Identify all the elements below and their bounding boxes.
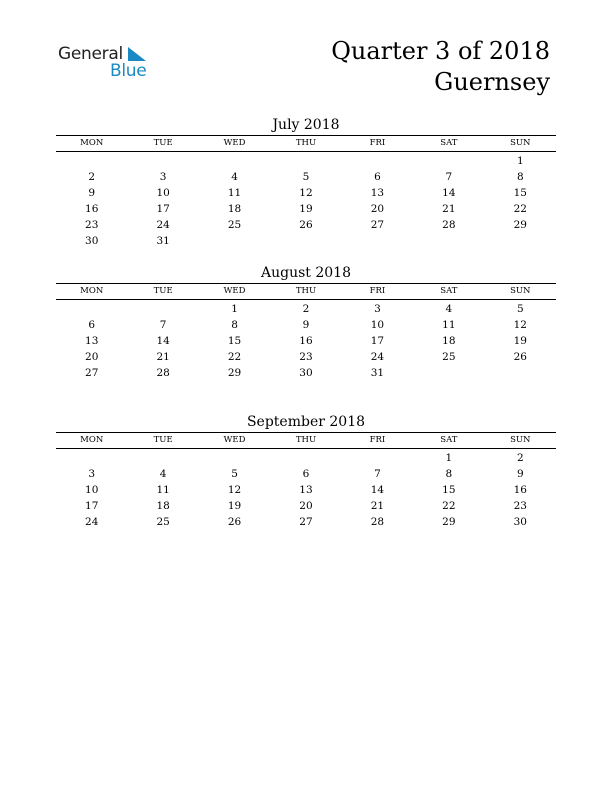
day-cell: 18 [156, 500, 170, 512]
day-cell: 11 [442, 319, 456, 331]
day-cell: 21 [442, 203, 456, 215]
day-cell: 4 [159, 468, 167, 480]
day-cell: 14 [370, 484, 385, 496]
month-august [56, 263, 556, 381]
day-cell: 7 [159, 319, 167, 331]
day-cell: 20 [85, 351, 99, 363]
day-cell: 24 [85, 516, 99, 528]
weeks [56, 300, 556, 381]
day-cell [485, 233, 556, 249]
day-cell: 12 [513, 319, 527, 331]
day-cell: 18 [227, 203, 242, 215]
logo-general-text: General [58, 44, 123, 64]
day-cell: 25 [442, 351, 456, 363]
day-cell: 27 [85, 367, 99, 379]
month-title: September 2018 [246, 414, 366, 430]
day-cell [270, 450, 341, 466]
month-september [56, 412, 556, 530]
day-cell: 31 [156, 235, 170, 247]
day-cell: 29 [227, 367, 242, 379]
day-cell [413, 153, 484, 169]
weekday-label: FRI [369, 138, 386, 148]
day-cell: 15 [442, 484, 456, 496]
day-cell: 5 [516, 303, 524, 315]
day-cell [270, 233, 341, 249]
weekday-label: TUE [153, 138, 173, 148]
day-cell: 11 [156, 484, 170, 496]
day-cell [199, 450, 270, 466]
week-row [56, 514, 556, 530]
day-cell: 15 [513, 187, 527, 199]
weekday-label: THU [295, 138, 317, 148]
week-row [56, 333, 556, 349]
day-cell: 6 [302, 468, 310, 480]
weekday-label: SUN [510, 286, 531, 296]
weekday-label: SUN [510, 435, 531, 445]
weekday-label: SAT [440, 138, 458, 148]
day-cell: 9 [88, 187, 96, 199]
day-cell [270, 153, 341, 169]
day-cell: 24 [156, 219, 170, 231]
day-cell [56, 153, 127, 169]
day-cell: 23 [85, 219, 99, 231]
month-title: August 2018 [261, 265, 351, 281]
week-row [56, 185, 556, 201]
day-cell: 13 [299, 484, 313, 496]
day-cell: 25 [156, 516, 170, 528]
day-cell: 30 [85, 235, 99, 247]
day-cell: 5 [231, 468, 238, 480]
week-row [56, 233, 556, 249]
day-cell: 2 [302, 303, 310, 315]
day-cell: 16 [299, 335, 313, 347]
day-cell [56, 301, 127, 317]
day-cell: 6 [88, 319, 96, 331]
day-cell: 30 [299, 367, 313, 379]
day-cell: 9 [516, 468, 524, 480]
day-cell: 15 [227, 335, 242, 347]
day-cell: 8 [445, 468, 453, 480]
weekday-label: FRI [369, 286, 386, 296]
day-cell: 29 [442, 516, 456, 528]
week-row [56, 466, 556, 482]
weekday-label: SUN [510, 138, 531, 148]
day-cell: 28 [156, 367, 170, 379]
day-cell: 1 [231, 303, 238, 315]
day-cell: 8 [516, 171, 524, 183]
day-cell: 16 [513, 484, 527, 496]
day-cell: 22 [513, 203, 527, 215]
day-cell [342, 450, 413, 466]
day-cell: 27 [299, 516, 313, 528]
day-cell: 26 [513, 351, 527, 363]
day-cell: 4 [445, 303, 453, 315]
week-row [56, 217, 556, 233]
week-row [56, 301, 556, 317]
day-cell: 21 [370, 500, 385, 512]
day-cell: 13 [370, 187, 385, 199]
day-cell [199, 153, 270, 169]
day-cell: 17 [156, 203, 170, 215]
quarter-title: Quarter 3 of 2018 [331, 37, 550, 65]
month-title: July 2018 [272, 117, 340, 133]
day-cell: 19 [227, 500, 242, 512]
day-cell: 7 [445, 171, 453, 183]
weekday-header [56, 135, 556, 152]
day-cell: 20 [370, 203, 385, 215]
weekday-header [56, 283, 556, 300]
weekday-label: MON [80, 138, 104, 148]
weekday-label: TUE [153, 286, 173, 296]
day-cell: 14 [442, 187, 456, 199]
day-cell [127, 153, 198, 169]
day-cell [342, 153, 413, 169]
day-cell: 25 [227, 219, 242, 231]
weekday-label: WED [223, 286, 246, 296]
day-cell: 22 [442, 500, 456, 512]
week-row [56, 349, 556, 365]
day-cell: 10 [85, 484, 99, 496]
country-title: Guernsey [434, 68, 550, 96]
day-cell: 1 [516, 155, 524, 167]
week-row [56, 482, 556, 498]
day-cell: 23 [299, 351, 313, 363]
week-row [56, 317, 556, 333]
day-cell: 2 [516, 452, 524, 464]
day-cell [485, 365, 556, 381]
weekday-label: WED [223, 138, 246, 148]
weekday-label: MON [80, 435, 104, 445]
day-cell: 28 [370, 516, 385, 528]
day-cell [127, 450, 198, 466]
day-cell: 21 [156, 351, 170, 363]
day-cell: 30 [513, 516, 527, 528]
day-cell: 3 [88, 468, 96, 480]
page-title [331, 36, 550, 98]
day-cell: 3 [374, 303, 381, 315]
week-row [56, 450, 556, 466]
weekday-label: WED [223, 435, 246, 445]
day-cell: 22 [227, 351, 242, 363]
logo-triangle-icon [126, 47, 146, 61]
day-cell: 9 [302, 319, 310, 331]
day-cell: 11 [227, 187, 242, 199]
day-cell: 18 [442, 335, 456, 347]
weekday-label: THU [295, 435, 317, 445]
day-cell: 7 [374, 468, 381, 480]
weekday-label: TUE [153, 435, 173, 445]
day-cell: 5 [302, 171, 310, 183]
day-cell: 13 [85, 335, 99, 347]
logo-blue-text: Blue [110, 61, 147, 81]
day-cell: 8 [231, 319, 238, 331]
day-cell: 26 [227, 516, 242, 528]
day-cell: 26 [299, 219, 313, 231]
day-cell [342, 233, 413, 249]
week-row [56, 498, 556, 514]
day-cell: 16 [85, 203, 99, 215]
day-cell: 14 [156, 335, 170, 347]
weekday-label: THU [295, 286, 317, 296]
week-row [56, 153, 556, 169]
month-july [56, 115, 556, 249]
day-cell: 28 [442, 219, 456, 231]
week-row [56, 365, 556, 381]
weeks [56, 449, 556, 530]
week-row [56, 201, 556, 217]
weekday-label: FRI [369, 435, 386, 445]
day-cell: 1 [445, 452, 453, 464]
day-cell: 10 [370, 319, 385, 331]
day-cell: 17 [370, 335, 385, 347]
day-cell: 17 [85, 500, 99, 512]
day-cell [127, 301, 198, 317]
day-cell [199, 233, 270, 249]
day-cell: 6 [374, 171, 381, 183]
day-cell: 12 [227, 484, 242, 496]
day-cell: 3 [159, 171, 167, 183]
day-cell: 20 [299, 500, 313, 512]
day-cell [413, 233, 484, 249]
day-cell: 19 [299, 203, 313, 215]
logo [58, 44, 158, 84]
day-cell: 27 [370, 219, 385, 231]
day-cell: 31 [370, 367, 385, 379]
day-cell: 29 [513, 219, 527, 231]
week-row [56, 169, 556, 185]
weekday-label: MON [80, 286, 104, 296]
day-cell: 2 [88, 171, 96, 183]
day-cell: 23 [513, 500, 527, 512]
day-cell: 24 [370, 351, 385, 363]
day-cell: 4 [231, 171, 238, 183]
weeks [56, 152, 556, 249]
day-cell: 19 [513, 335, 527, 347]
day-cell: 10 [156, 187, 170, 199]
day-cell [56, 450, 127, 466]
weekday-label: SAT [440, 435, 458, 445]
day-cell: 12 [299, 187, 313, 199]
weekday-label: SAT [440, 286, 458, 296]
day-cell [413, 365, 484, 381]
weekday-header [56, 432, 556, 449]
